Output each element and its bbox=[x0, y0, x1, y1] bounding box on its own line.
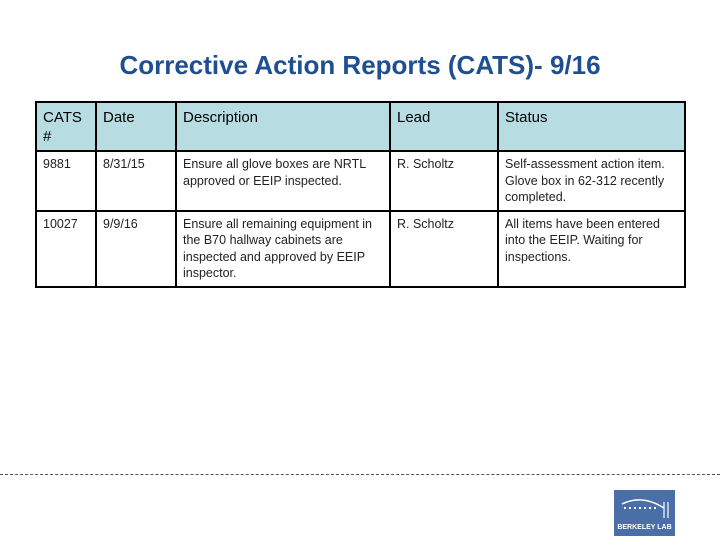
table-header-row bbox=[36, 102, 685, 151]
cell-status: Self-assessment action item. Glove box in 62-312 recently completed. bbox=[498, 151, 685, 211]
header-description: Description bbox=[176, 102, 390, 151]
slide-title: Corrective Action Reports (CATS)- 9/16 bbox=[119, 50, 601, 80]
cell-lead: R. Scholtz bbox=[390, 211, 498, 287]
cats-table bbox=[35, 101, 686, 288]
table-row bbox=[36, 211, 685, 287]
cell-status: All items have been entered into the EEIP. Waiting for inspections. bbox=[498, 211, 685, 287]
cell-cats: 10027 bbox=[36, 211, 96, 287]
header-status: Status bbox=[498, 102, 685, 151]
cell-date: 9/9/16 bbox=[96, 211, 176, 287]
cell-description: Ensure all glove boxes are NRTL approved or EEIP inspected. bbox=[176, 151, 390, 211]
header-cats: CATS # bbox=[36, 102, 96, 151]
header-date: Date bbox=[96, 102, 176, 151]
footer-divider bbox=[0, 474, 720, 475]
cell-lead: R. Scholtz bbox=[390, 151, 498, 211]
header-lead: Lead bbox=[390, 102, 498, 151]
cell-description: Ensure all remaining equipment in the B70 hallway cabinets are inspected and approved by EEIP inspector. bbox=[176, 211, 390, 287]
berkeley-lab-logo bbox=[614, 490, 675, 536]
cell-date: 8/31/15 bbox=[96, 151, 176, 211]
cell-cats: 9881 bbox=[36, 151, 96, 211]
table-row bbox=[36, 151, 685, 211]
logo-text: BERKELEY LAB bbox=[617, 524, 672, 531]
lab-building-icon bbox=[614, 490, 675, 524]
